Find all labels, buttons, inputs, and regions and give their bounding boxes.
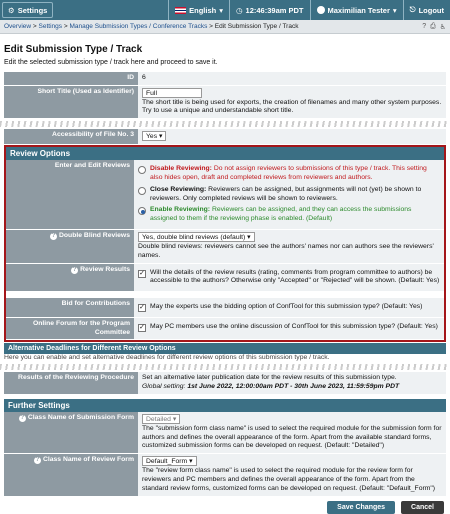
gear-icon: ⚙ (8, 5, 15, 15)
enable-radio[interactable] (138, 207, 146, 215)
chevron-down-icon: ▾ (219, 5, 223, 15)
accessibility-icon[interactable]: ♿ (439, 23, 446, 31)
forum-checkbox[interactable]: ✓ (139, 324, 145, 332)
alt-results-text: Set an alternative later publication date for the review results of this submission type. (142, 374, 397, 382)
question-icon[interactable]: ? (35, 457, 40, 464)
breadcrumb: Overview > Settings > Manage Submission Types / Conference Tracks > Edit Submission Type / Track ? ⎙ ♿ (0, 20, 450, 34)
cancel-button[interactable]: Cancel (401, 501, 444, 514)
double-blind-help: Double blind reviews: reviewers cannot see the authors' names nor can authors see the reviewers' names. (138, 242, 434, 259)
torn-edge (0, 364, 450, 370)
review-results-text: Will the details of the review results (rating, comments from program committee to authors) be accessible to the authors? Otherwise only "Accepted" or "Rejected" will be shown. (Default: Yes) (150, 268, 440, 285)
further-settings-heading: Further Settings (4, 399, 446, 412)
class-review-label: Class Name of Review Form (42, 456, 134, 464)
enable-reviewing-option[interactable]: Enable Reviewing: Reviewers can be assigned, and they can access the submissions assigned to them if the reviewing phase is enabled. (Default) (138, 206, 440, 224)
review-results-row (6, 264, 444, 293)
class-submission-label: Class Name of Submission Form (27, 413, 134, 421)
short-title-help: The short title is being used for exports, the creation of filenames and many other system purposes. Try to use a unique and understandable short title. (142, 98, 442, 115)
alt-deadlines-partial-text: Here you can enable and set alternative deadlines for different review options of this submission type / track. (4, 354, 330, 362)
user-name: Maximilian Tester (327, 5, 390, 15)
close-radio[interactable] (138, 187, 146, 195)
id-label: ID (4, 72, 138, 85)
chevron-down-icon: ▾ (392, 5, 397, 15)
alt-results-label: Results of the Reviewing Procedure (4, 372, 138, 394)
language-label: English (189, 5, 217, 15)
question-icon[interactable]: ? (20, 414, 25, 421)
id-value: 6 (138, 72, 446, 85)
logout-label: Logout (418, 5, 444, 15)
accessibility-select[interactable]: Yes ▾ (142, 131, 166, 141)
bid-text: May the experts use the bidding option of ConfTool for this submission type? (Default: Yes) (150, 303, 423, 311)
basic-fields (4, 72, 446, 119)
top-bar (0, 0, 450, 20)
class-review-select[interactable]: Default_Form ▾ (142, 456, 197, 466)
review-options-panel (4, 145, 446, 342)
accessibility-label: Accessibility of File No. 3 (4, 129, 138, 144)
page-title: Edit Submission Type / Track (4, 44, 143, 55)
bid-row (6, 298, 444, 318)
language-selector[interactable] (169, 0, 229, 20)
global-setting-range: 1st June 2022, 12:00:00am PDT - 30th June 2023, 11:59:59pm PDT (187, 383, 400, 391)
forum-label: Online Forum for the Program Committee (6, 318, 134, 339)
settings-label: Settings (17, 5, 48, 15)
breadcrumb-overview[interactable]: Overview (4, 23, 32, 30)
clock-icon: ◷ (236, 5, 243, 15)
help-icon[interactable]: ? (422, 22, 427, 30)
alt-results-row (4, 372, 446, 395)
review-results-label: Review Results (80, 265, 130, 273)
disable-reviewing-option[interactable]: Disable Reviewing: Do not assign reviewers to submissions of this type / track. This setting also hides open, draft and completed reviews from reviewers and authors. (138, 165, 440, 183)
class-submission-help: The "submission form class name" is used to select the required module for the submission form for authors and defines the overall appearance of the form. Apart from the available standard forms, customized submission forms can be developed on request. (Default: "Detailed") (142, 424, 442, 450)
enter-reviews-label: Enter and Edit Reviews (6, 160, 134, 229)
flag-icon (175, 7, 186, 14)
page-subtitle: Edit the selected submission type / track here and proceed to save it. (4, 59, 218, 66)
user-menu[interactable] (311, 0, 403, 20)
global-setting-prefix: Global setting: (142, 383, 186, 391)
logout-button[interactable] (404, 0, 450, 20)
bid-checkbox[interactable]: ✓ (139, 304, 145, 312)
enter-reviews-row (6, 160, 444, 230)
settings-button[interactable] (2, 2, 53, 18)
double-blind-select[interactable]: Yes, double blind reviews (default) ▾ (138, 232, 255, 242)
disable-radio[interactable] (138, 166, 146, 174)
further-settings-panel (4, 399, 446, 497)
forum-text: May PC members use the online discussion of ConfTool for this submission type? (Default: Yes) (150, 323, 438, 331)
review-options-heading: Review Options (6, 147, 444, 160)
question-icon[interactable]: ? (72, 266, 77, 273)
forum-row (6, 318, 444, 340)
torn-edge (0, 121, 450, 127)
short-title-input[interactable]: Full (142, 88, 202, 98)
class-review-row (4, 454, 446, 496)
user-icon (317, 6, 325, 14)
form-actions (6, 501, 444, 514)
class-submission-row (4, 412, 446, 454)
close-reviewing-option[interactable]: Close Reviewing: Reviewers can be assigned, but assignments will not (yet) be shown to reviewers. Only completed reviews will be shown to reviewers. (138, 186, 440, 204)
class-submission-select[interactable]: Detailed ▾ (142, 414, 180, 424)
short-title-label: Short Title (Used as Identifier) (4, 86, 138, 118)
save-changes-button[interactable]: Save Changes (327, 501, 395, 514)
time-label: 12:46:39am PDT (245, 5, 304, 15)
review-results-checkbox[interactable]: ✓ (139, 269, 145, 277)
logout-icon: ⎋ (409, 5, 416, 14)
bid-label: Bid for Contributions (6, 298, 134, 317)
clock-display (230, 0, 310, 20)
double-blind-row (6, 230, 444, 263)
alt-deadlines-heading: Alternative Deadlines for Different Review Options (4, 343, 446, 354)
class-review-help: The "review form class name" is used to select the required module for the review form for reviewers and PC members and defines the overall appearance of the form. Apart from the standard review forms, customized forms can be developed on request. (Default: "Default_Form") (142, 467, 436, 492)
print-icon[interactable]: ⎙ (430, 22, 436, 30)
breadcrumb-settings[interactable]: Settings (38, 23, 63, 30)
question-icon[interactable]: ? (51, 233, 56, 240)
breadcrumb-current: Edit Submission Type / Track (214, 23, 299, 30)
double-blind-label: Double Blind Reviews (58, 232, 130, 240)
short-title-row (4, 86, 446, 119)
accessibility-row (4, 129, 446, 145)
id-row (4, 72, 446, 86)
breadcrumb-manage[interactable]: Manage Submission Types / Conference Tracks (69, 23, 208, 30)
